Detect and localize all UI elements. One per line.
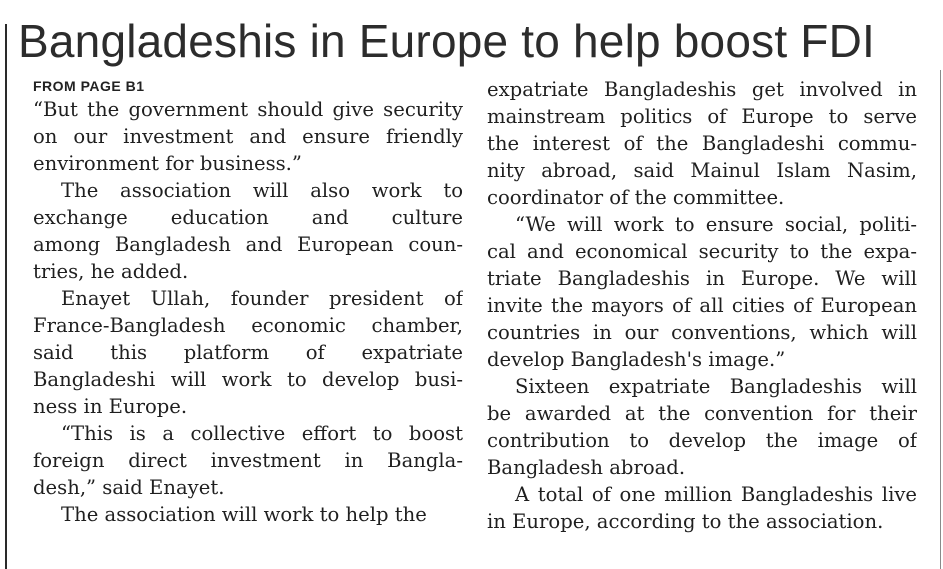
paragraph (33, 96, 463, 177)
column-rule-right (940, 70, 941, 569)
text-line: among Bangladesh and European coun- (33, 233, 463, 256)
text-line: the interest of the Bangladeshi commu- (487, 132, 917, 155)
text-line: France-Bangladesh economic chamber, (33, 314, 463, 337)
text-line: invite the mayors of all cities of European (487, 294, 917, 317)
text-line: mainstream politics of Europe to serve (487, 105, 917, 128)
article-column-left (33, 76, 463, 528)
text-line: coordinator of the committee. (487, 186, 785, 209)
text-line: “But the government should give security (33, 98, 463, 121)
text-line: nity abroad, said Mainul Islam Nasim, (487, 159, 917, 182)
text-line: Bangladeshi will work to develop busi- (33, 368, 463, 391)
paragraph (33, 285, 463, 420)
text-line: countries in our conventions, which will (487, 321, 917, 344)
text-line: The association will work to help the (61, 503, 427, 526)
paragraph (487, 76, 917, 211)
left-column-body (33, 96, 463, 528)
text-line: “This is a collective effort to boost (61, 422, 463, 445)
text-line: Bangladesh abroad. (487, 456, 686, 479)
text-line: exchange education and culture (33, 206, 463, 229)
text-line: contribution to develop the image of (487, 429, 917, 452)
text-line: develop Bangladesh's image.” (487, 348, 786, 371)
column-rule-left (5, 24, 7, 569)
paragraph (487, 481, 917, 535)
text-line: ness in Europe. (33, 395, 188, 418)
text-line: desh,” said Enayet. (33, 476, 225, 499)
paragraph (487, 373, 917, 481)
text-line: cal and economical security to the expa- (487, 240, 917, 263)
text-line: triate Bangladeshis in Europe. We will (487, 267, 917, 290)
text-line: said this platform of expatriate (33, 341, 463, 364)
text-line: tries, he added. (33, 260, 189, 283)
paragraph (487, 211, 917, 373)
text-line: The association will also work to (61, 179, 463, 202)
text-line: Sixteen expatriate Bangladeshis will (515, 375, 917, 398)
text-line: “We will work to ensure social, politi- (515, 213, 917, 236)
text-line: in Europe, according to the association. (487, 510, 884, 533)
text-line: be awarded at the convention for their (487, 402, 917, 425)
text-line: expatriate Bangladeshis get involved in (487, 78, 917, 101)
text-line: environment for business.” (33, 152, 302, 175)
paragraph (33, 177, 463, 285)
paragraph (33, 501, 463, 528)
continuation-label: FROM PAGE B1 (33, 78, 145, 94)
article-headline: Bangladeshis in Europe to help boost FDI (18, 15, 875, 67)
text-line: foreign direct investment in Bangla- (33, 449, 463, 472)
article-column-right (487, 76, 917, 535)
text-line: A total of one million Bangladeshis live (515, 483, 917, 506)
text-line: on our investment and ensure friendly (33, 125, 463, 148)
right-column-body (487, 76, 917, 535)
paragraph (33, 420, 463, 501)
text-line: Enayet Ullah, founder president of (61, 287, 463, 310)
